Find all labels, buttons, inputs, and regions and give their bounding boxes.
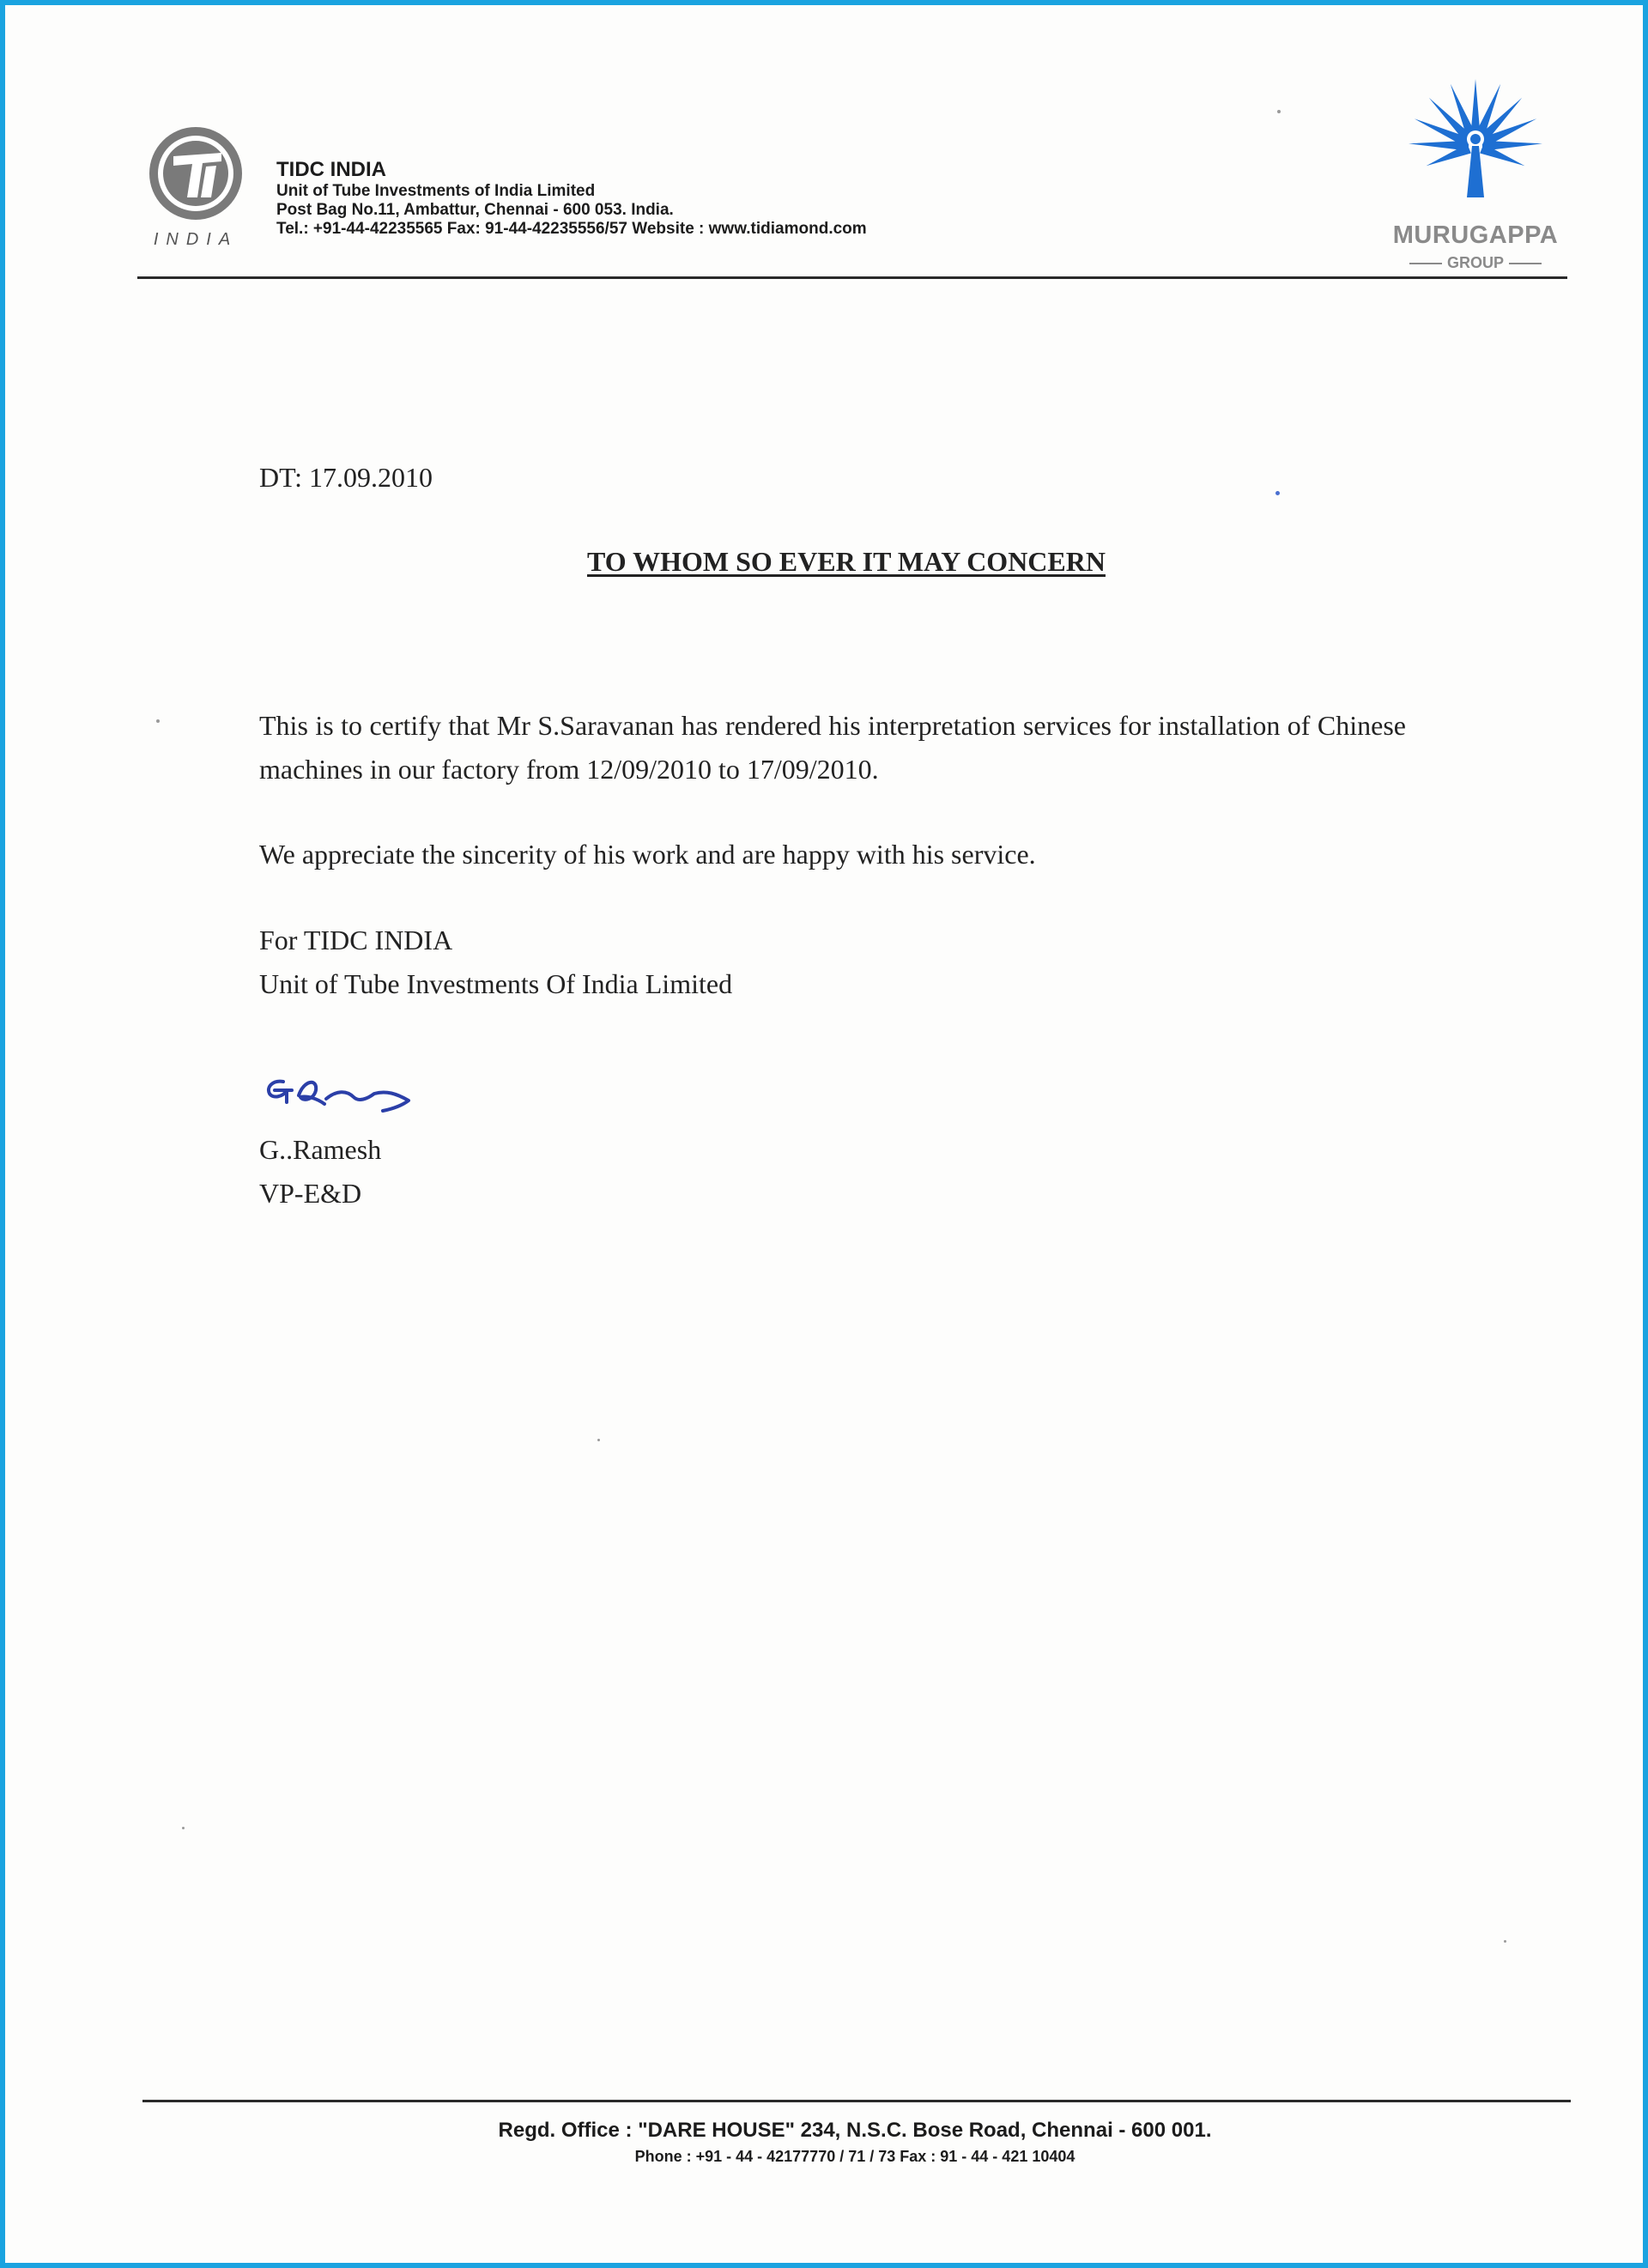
group-dash-left [1409, 263, 1442, 264]
scan-speck [597, 1439, 600, 1441]
letterhead-line-contact: Tel.: +91-44-42235565 Fax: 91-44-42235556/57 Website : www.tidiamond.com [276, 220, 867, 238]
closing-line-2: Unit of Tube Investments Of India Limited [259, 968, 733, 999]
group-dash-right [1509, 263, 1542, 264]
ti-logo-graphic [139, 124, 252, 227]
group-name: MURUGAPPA [1392, 221, 1559, 249]
letterhead-text [276, 158, 867, 239]
closing-line-1: For TIDC INDIA [259, 925, 453, 955]
signer-title: VP-E&D [259, 1178, 362, 1209]
letter-paragraph-2: We appreciate the sincerity of his work and are happy with his service. [259, 839, 1036, 870]
company-name: TIDC INDIA [276, 158, 386, 181]
murugappa-logo [1382, 76, 1569, 282]
letter-date: DT: 17.09.2010 [259, 462, 433, 493]
scan-speck [156, 719, 160, 723]
letter-closing [259, 919, 1406, 1006]
ti-logo-word: INDIA [153, 230, 239, 249]
handwritten-signature-icon [258, 1064, 464, 1133]
signer-name: G..Ramesh [259, 1134, 382, 1165]
letterhead-line-address: Post Bag No.11, Ambattur, Chennai - 600 053. India. [276, 201, 674, 219]
header-divider [137, 276, 1567, 279]
group-sub [1382, 254, 1569, 272]
scan-speck [1504, 1940, 1506, 1943]
scan-speck [1277, 110, 1281, 113]
letter-page [10, 10, 1648, 2268]
signer-block [259, 1128, 381, 1216]
ti-circle-logo-icon [139, 124, 252, 252]
scan-speck [182, 1827, 185, 1829]
footer-contact: Phone : +91 - 44 - 42177770 / 71 / 73 Fax : 91 - 44 - 421 10404 [634, 2148, 1075, 2165]
footer-divider [142, 2100, 1571, 2102]
group-sub-label: GROUP [1446, 254, 1504, 271]
letter-subject [10, 546, 1648, 578]
letter-paragraph-1: This is to certify that Mr S.Saravanan has rendered his interpretation services for installation of Chinese machines in our factory from 12/09/2010 to 17/09/2010. [259, 710, 1406, 785]
letterhead-line-unit: Unit of Tube Investments of India Limited [276, 182, 596, 200]
scan-speck [1275, 491, 1280, 495]
footer-office: Regd. Office : "DARE HOUSE" 234, N.S.C. Bose Road, Chennai - 600 001. [498, 2119, 1212, 2142]
letter-subject-text: TO WHOM SO EVER IT MAY CONCERN [587, 546, 1106, 577]
murugappa-peacock-icon [1382, 76, 1569, 220]
